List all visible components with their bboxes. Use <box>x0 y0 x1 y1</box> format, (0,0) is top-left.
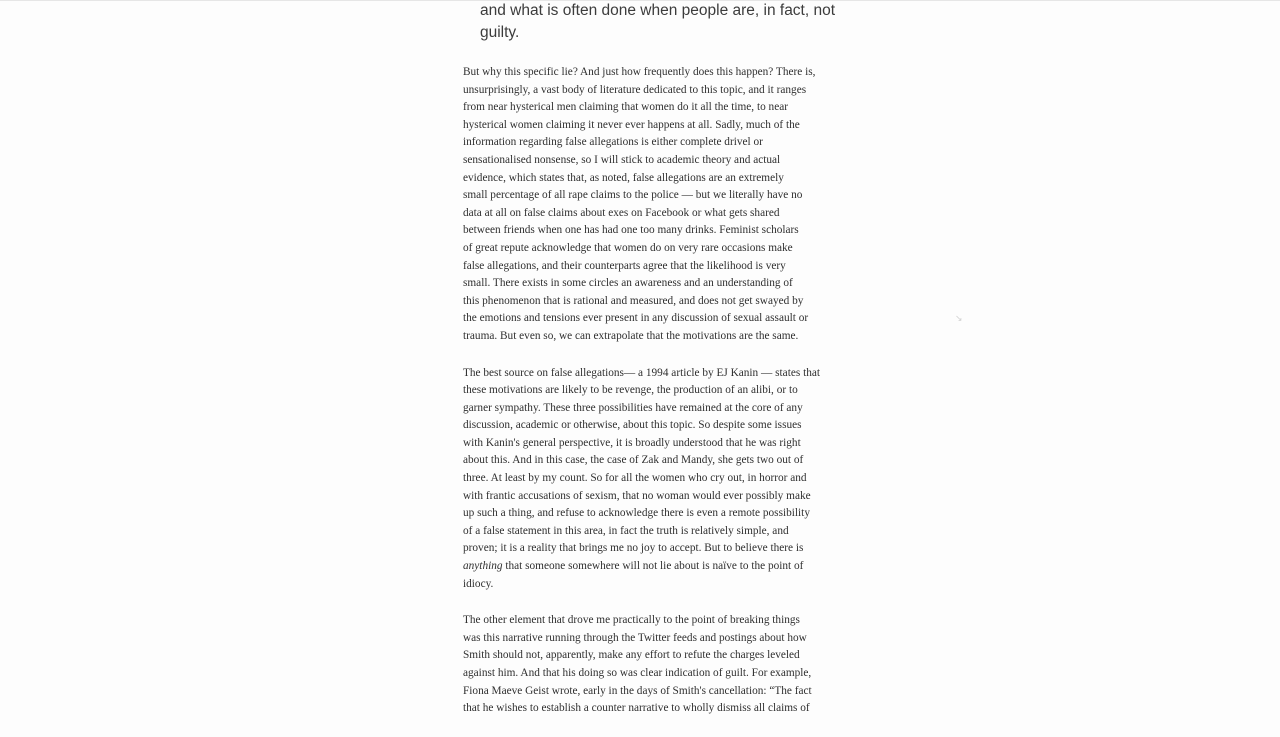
text-line: up such a thing, and refuse to acknowledge there is even a remote possibility <box>463 507 810 520</box>
text-line: But why this specific lie? And just how frequently does this happen? There is, <box>463 66 816 78</box>
text-line: that he wishes to establish a counter narrative to wholly dismiss all claims of <box>463 702 810 715</box>
text-line: of great repute acknowledge that women do on very rare occasions make <box>463 241 793 254</box>
paragraph-false-allegations-intro <box>463 64 843 346</box>
text-line: The best source on false allegations— a 1994 article by EJ Kanin — states that <box>463 366 821 379</box>
mouse-cursor-icon: ↘ <box>955 314 963 324</box>
text-line: small. There exists in some circles an awareness and an understanding of <box>463 277 793 290</box>
text-line: these motivations are likely to be revenge, the production of an alibi, or to <box>463 384 798 397</box>
text-line: between friends when one has had one too many drinks. Feminist scholars <box>463 224 799 237</box>
pull-quote <box>480 0 840 44</box>
text-line: from near hysterical men claiming that women do it all the time, to near <box>463 101 788 114</box>
article-body <box>463 64 843 737</box>
text-line: small percentage of all rape claims to the police — but we literally have no <box>463 189 803 202</box>
text-line: evidence, which states that, as noted, false allegations are an extremely <box>463 171 784 184</box>
text-line: three. At least by my count. So for all the women who cry out, in horror and <box>463 472 807 485</box>
paragraph-kanin-motivations <box>463 365 843 594</box>
text-line: hysterical women claiming it never ever happens at all. Sadly, much of the <box>463 118 800 131</box>
text-line: was this narrative running through the Twitter feeds and postings about how <box>463 631 807 644</box>
text-line: against him. And that his doing so was clear indication of guilt. For example, <box>463 667 812 679</box>
pull-quote-line: and what is often done when people are, in fact, not <box>480 2 836 19</box>
pull-quote-line: guilty. <box>480 24 520 41</box>
text-line: trauma. But even so, we can extrapolate that the motivations are the same. <box>463 329 799 342</box>
text-line: unsurprisingly, a vast body of literature dedicated to this topic, and it ranges <box>463 83 807 96</box>
text-line: with Kanin's general perspective, it is broadly understood that he was right <box>463 436 801 449</box>
text-line: information regarding false allegations is either complete drivel or <box>463 136 763 149</box>
emphasis-text: anything <box>463 560 503 573</box>
text-line: proven; it is a reality that brings me no joy to accept. But to believe there is <box>463 542 804 555</box>
text-line: garner sympathy. These three possibilities have remained at the core of any <box>463 401 803 414</box>
text-line <box>463 558 843 576</box>
text-line: Fiona Maeve Geist wrote, early in the days of Smith's cancellation: “The fact <box>463 684 812 697</box>
text-line: sensationalised nonsense, so I will stick to academic theory and actual <box>463 153 781 166</box>
text-line: about this. And in this case, the case of Zak and Mandy, she gets two out of <box>463 454 804 467</box>
text-line: false allegations, and their counterparts agree that the likelihood is very <box>463 259 786 272</box>
text-line: discussion, academic or otherwise, about this topic. So despite some issues <box>463 419 802 432</box>
text-line: data at all on false claims about exes on Facebook or what gets shared <box>463 206 780 219</box>
text-line: this phenomenon that is rational and measured, and does not get swayed by <box>463 294 804 307</box>
text-line: The other element that drove me practically to the point of breaking things <box>463 614 800 627</box>
text-line: Smith should not, apparently, make any effort to refute the charges leveled <box>463 649 800 662</box>
text-line: with frantic accusations of sexism, that no woman would ever possibly make <box>463 489 811 502</box>
text-line: idiocy. <box>463 577 494 590</box>
paragraph-twitter-narrative <box>463 612 843 718</box>
text-line: the emotions and tensions ever present in any discussion of sexual assault or <box>463 312 809 325</box>
text-fragment: that someone somewhere will not lie about is naïve to the point of <box>502 560 804 573</box>
text-line: of a false statement in this area, in fact the truth is relatively simple, and <box>463 524 789 537</box>
